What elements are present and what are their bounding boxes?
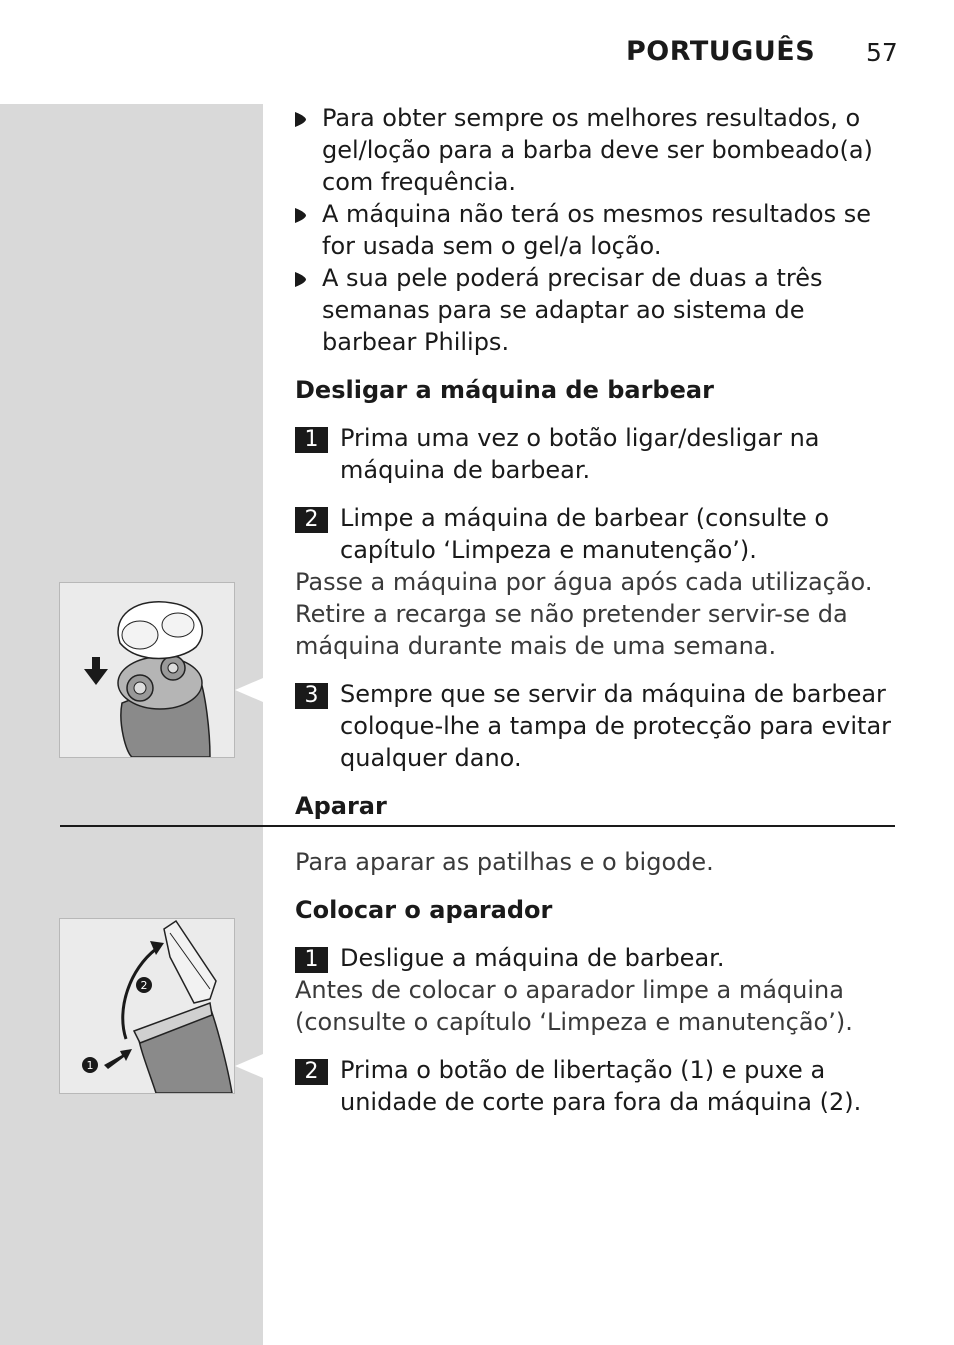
shaver-cap-illustration bbox=[59, 582, 235, 758]
callout-label-1: 1 bbox=[86, 1059, 94, 1072]
step-text: Prima o botão de libertação (1) e puxe a unidade de corte para fora da máquina (2). bbox=[340, 1056, 862, 1116]
bullet-item bbox=[295, 262, 905, 358]
intro-text: Para aparar as patilhas e o bigode. bbox=[295, 848, 714, 876]
step-number: 2 bbox=[295, 507, 328, 533]
illustration-pointer bbox=[235, 678, 263, 702]
note-text: Passe a máquina por água após cada utilização. Retire a recarga se não pretender servir-se da máquina durante mais de uma semana. bbox=[295, 568, 873, 660]
step-text: Limpe a máquina de barbear (consulte o capítulo ‘Limpeza e manutenção’). bbox=[340, 504, 830, 564]
bullet-item bbox=[295, 198, 905, 262]
callout-label-2: 2 bbox=[140, 979, 148, 992]
bullet-arrow-icon bbox=[295, 112, 306, 127]
bullet-text: Para obter sempre os melhores resultados, o gel/loção para a barba deve ser bombeado(a) com frequência. bbox=[322, 104, 873, 196]
step-item bbox=[295, 422, 905, 486]
bullet-arrow-icon bbox=[295, 208, 306, 223]
step-number: 2 bbox=[295, 1059, 328, 1085]
step-number: 3 bbox=[295, 683, 328, 709]
step-text: Desligue a máquina de barbear. bbox=[340, 944, 725, 972]
trimmer-release-drawing bbox=[60, 919, 234, 1093]
shaver-cap-drawing bbox=[60, 583, 234, 757]
bullet-arrow-icon bbox=[295, 272, 306, 287]
section-heading-trim: Aparar bbox=[295, 792, 387, 820]
section-heading-attach-trimmer: Colocar o aparador bbox=[295, 896, 553, 924]
step-item bbox=[295, 502, 905, 566]
step-number: 1 bbox=[295, 427, 328, 453]
language-heading: PORTUGUÊS bbox=[626, 36, 816, 67]
step-item bbox=[295, 1054, 905, 1118]
step-text: Prima uma vez o botão ligar/desligar na máquina de barbear. bbox=[340, 424, 820, 484]
bullet-text: A sua pele poderá precisar de duas a três semanas para se adaptar ao sistema de barbear Philips. bbox=[322, 264, 823, 356]
illustration-pointer bbox=[235, 1054, 263, 1078]
step-item bbox=[295, 678, 905, 774]
bullet-item bbox=[295, 102, 905, 198]
step-item bbox=[295, 942, 905, 974]
step-text: Sempre que se servir da máquina de barbear coloque-lhe a tampa de protecção para evitar qualquer dano. bbox=[340, 680, 892, 772]
bullet-text: A máquina não terá os mesmos resultados se for usada sem o gel/a loção. bbox=[322, 200, 871, 260]
step-number: 1 bbox=[295, 947, 328, 973]
main-content bbox=[295, 102, 905, 1118]
page-number: 57 bbox=[866, 38, 898, 67]
note-text: Antes de colocar o aparador limpe a máquina (consulte o capítulo ‘Limpeza e manutenção’). bbox=[295, 976, 853, 1036]
trimmer-release-illustration bbox=[59, 918, 235, 1094]
section-heading-switch-off: Desligar a máquina de barbear bbox=[295, 376, 714, 404]
